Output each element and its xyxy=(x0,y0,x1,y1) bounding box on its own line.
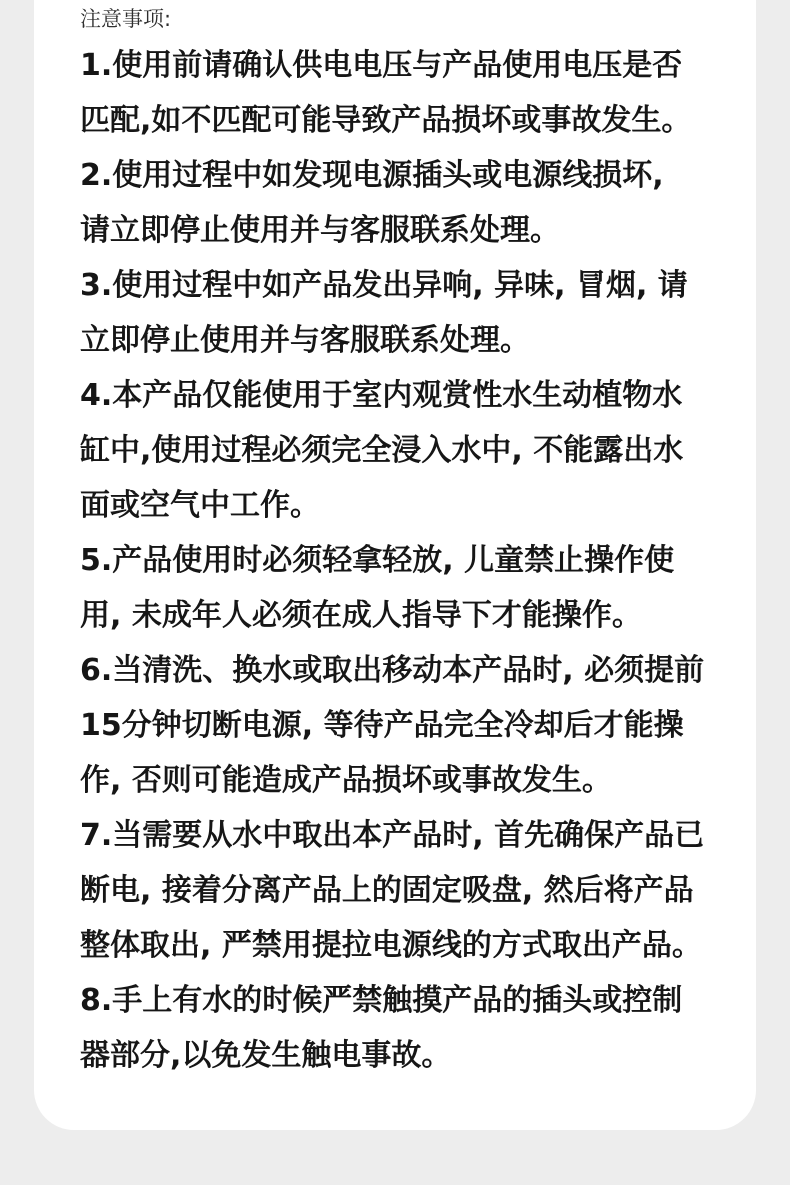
notice-item xyxy=(80,368,740,533)
notice-item-line: 作, 否则可能造成产品损坏或事故发生。 xyxy=(80,763,612,798)
notice-item-line: 面或空气中工作。 xyxy=(80,488,320,523)
notice-item xyxy=(80,973,740,1083)
notice-item-line: 5.产品使用时必须轻拿轻放, 儿童禁止操作使 xyxy=(80,543,675,578)
notice-item-line: 7.当需要从水中取出本产品时, 首先确保产品已 xyxy=(80,818,705,853)
notice-item xyxy=(80,808,740,973)
notice-item-line: 用, 未成年人必须在成人指导下才能操作。 xyxy=(80,598,642,633)
notice-item-line: 1.使用前请确认供电电压与产品使用电压是否 xyxy=(80,48,683,83)
notice-item xyxy=(80,258,740,368)
notice-item xyxy=(80,148,740,258)
notice-item-line: 整体取出, 严禁用提拉电源线的方式取出产品。 xyxy=(80,928,702,963)
notice-item-line: 缸中,使用过程必须完全浸入水中, 不能露出水 xyxy=(80,433,684,468)
notice-item-line: 4.本产品仅能使用于室内观赏性水生动植物水 xyxy=(80,378,683,413)
notice-item-line: 15分钟切断电源, 等待产品完全冷却后才能操 xyxy=(80,708,684,743)
notice-item-line: 断电, 接着分离产品上的固定吸盘, 然后将产品 xyxy=(80,873,694,908)
notice-item xyxy=(80,643,740,808)
notice-item-line: 匹配,如不匹配可能导致产品损坏或事故发生。 xyxy=(80,103,692,138)
notice-item-line: 3.使用过程中如产品发出异响, 异味, 冒烟, 请 xyxy=(80,268,688,303)
notice-item-line: 2.使用过程中如发现电源插头或电源线损坏, xyxy=(80,158,664,193)
notice-item-line: 6.当清洗、换水或取出移动本产品时, 必须提前 xyxy=(80,653,705,688)
notice-list xyxy=(80,38,740,1083)
notice-item-line: 请立即停止使用并与客服联系处理。 xyxy=(80,213,560,248)
notice-heading: 注意事项: xyxy=(80,7,172,31)
notice-item-line: 器部分,以免发生触电事故。 xyxy=(80,1038,452,1073)
notice-item xyxy=(80,38,740,148)
notice-item xyxy=(80,533,740,643)
notice-item-line: 立即停止使用并与客服联系处理。 xyxy=(80,323,530,358)
notice-item-line: 8.手上有水的时候严禁触摸产品的插头或控制 xyxy=(80,983,683,1018)
